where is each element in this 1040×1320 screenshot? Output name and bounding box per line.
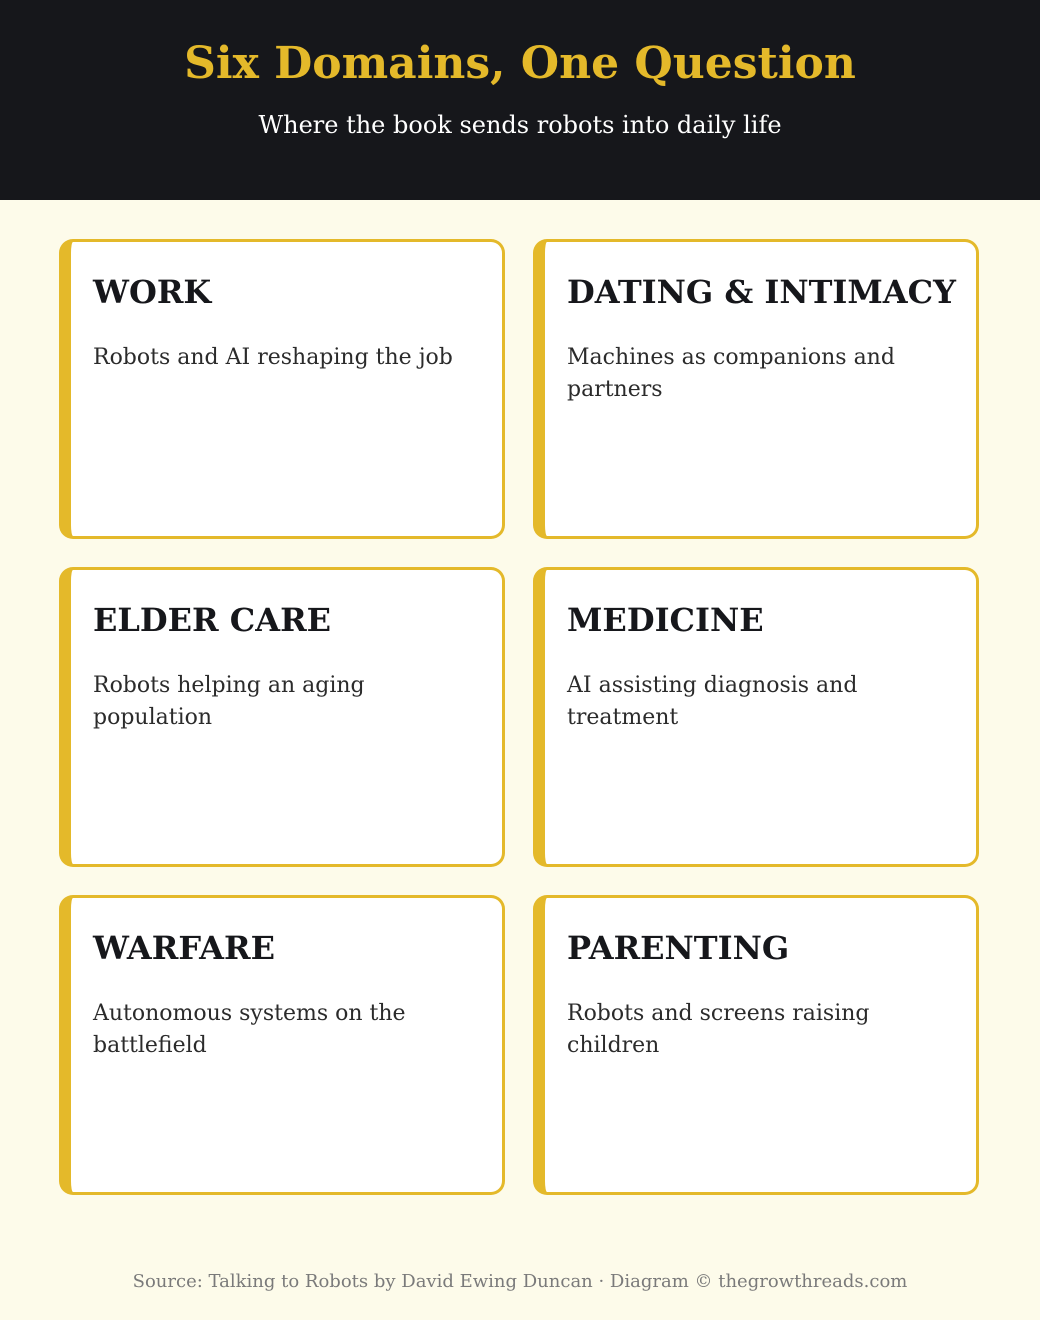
source-footer: Source: Talking to Robots by David Ewing Duncan · Diagram © thegrowthreads.com bbox=[132, 1271, 908, 1292]
domain-title: WARFARE bbox=[93, 929, 275, 967]
domain-description: Robots and AI reshaping the job bbox=[93, 345, 453, 370]
domain-title: MEDICINE bbox=[567, 601, 764, 639]
domain-title: ELDER CARE bbox=[93, 601, 332, 639]
header-banner bbox=[0, 0, 1040, 200]
domain-title: DATING & INTIMACY bbox=[567, 273, 956, 311]
domain-description: Machines as companions and partners bbox=[567, 345, 895, 402]
domain-card-warfare bbox=[59, 895, 505, 1195]
domain-description: Robots and screens raising children bbox=[567, 1001, 870, 1058]
domain-card-dating-intimacy bbox=[533, 239, 979, 539]
domain-description: Robots helping an aging population bbox=[93, 673, 365, 730]
domain-card-medicine bbox=[533, 567, 979, 867]
domain-title: PARENTING bbox=[567, 929, 790, 967]
domain-description: Autonomous systems on the battlefield bbox=[93, 1001, 406, 1058]
page-subtitle: Where the book sends robots into daily life bbox=[258, 111, 782, 139]
domain-card-elder-care bbox=[59, 567, 505, 867]
domain-card-parenting bbox=[533, 895, 979, 1195]
domain-description: AI assisting diagnosis and treatment bbox=[567, 673, 858, 730]
domain-card-work bbox=[59, 239, 505, 539]
domain-title: WORK bbox=[93, 273, 212, 311]
page-title: Six Domains, One Question bbox=[184, 38, 856, 89]
